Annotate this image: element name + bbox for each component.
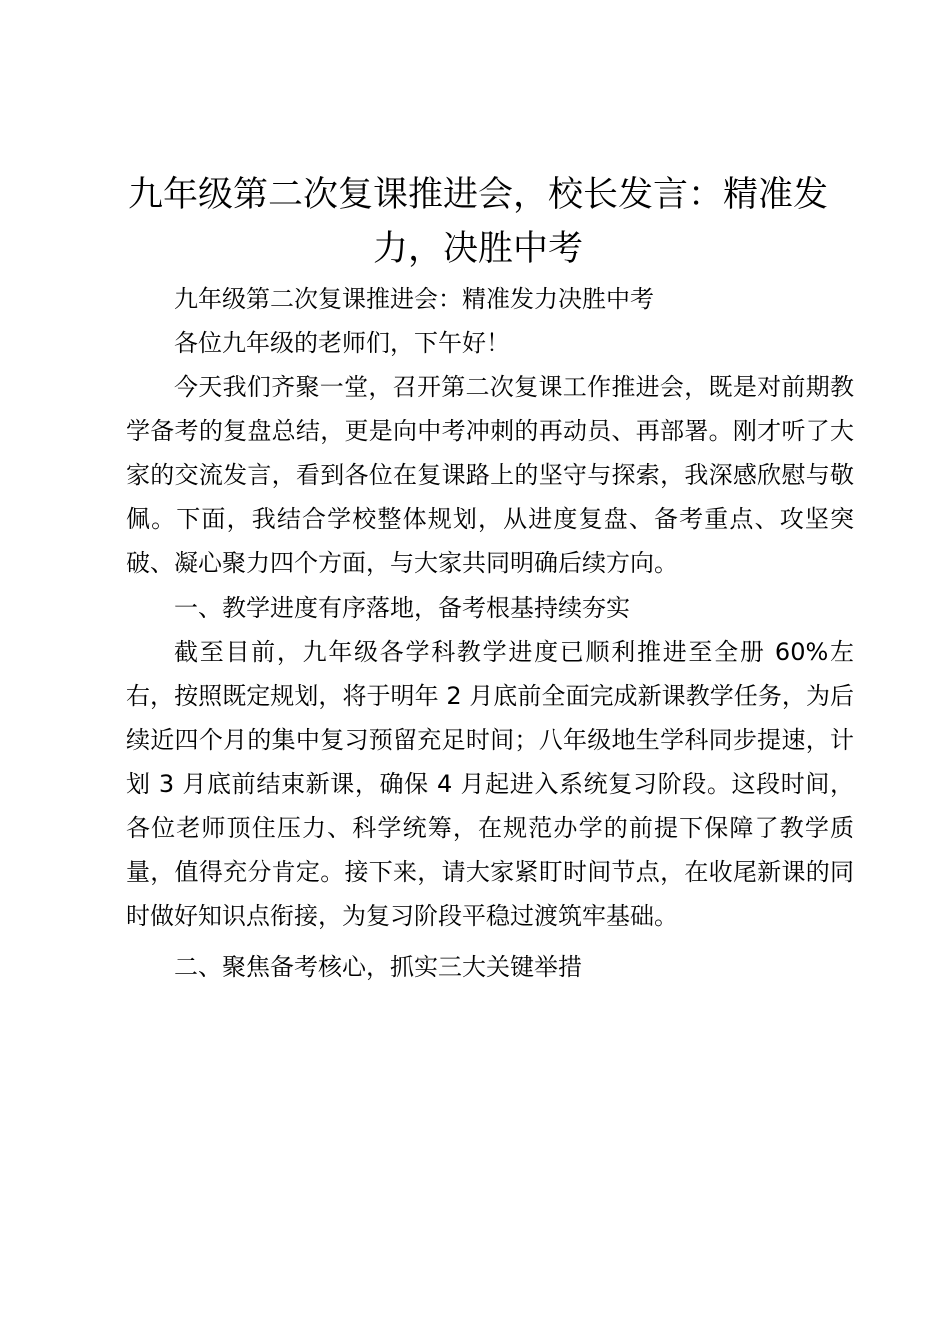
document-subtitle: 九年级第二次复课推进会：精准发力决胜中考 bbox=[174, 285, 654, 313]
intro-paragraph: 今天我们齐聚一堂，召开第二次复课工作推进会，既是对前期教学备考的复盘总结，更是向中考冲刺的再动员、再部署。刚才听了大家的交流发言，看到各位在复课路上的坚守与探索，我深感欣慰与敬佩。下面，我结合学校整体规划，从进度复盘、备考重点、攻坚突破、凝心聚力四个方面，与大家共同明确后续方向。 bbox=[126, 373, 854, 577]
section-1-heading: 一、教学进度有序落地，备考根基持续夯实 bbox=[174, 594, 630, 622]
document-body bbox=[126, 277, 854, 989]
section-1-paragraph: 截至目前，九年级各学科教学进度已顺利推进至全册 60%左右，按照既定规划，将于明年 2 月底前全面完成新课教学任务，为后续近四个月的集中复习预留充足时间；八年级地生学科同步提速，计划 3 月底前结束新课，确保 4 月起进入系统复习阶段。这段时间，各位老师顶住压力、科学统筹，在规范办学的前提下保障了教学质量，值得充分肯定。接下来，请大家紧盯时间节点，在收尾新课的同时做好知识点衔接，为复习阶段平稳过渡筑牢基础。 bbox=[126, 638, 854, 930]
document-title: 九年级第二次复课推进会，校长发言：精准发力，决胜中考 bbox=[127, 175, 828, 269]
section-2-heading: 二、聚焦备考核心，抓实三大关键举措 bbox=[174, 953, 582, 981]
greeting-paragraph: 各位九年级的老师们，下午好！ bbox=[174, 329, 510, 357]
